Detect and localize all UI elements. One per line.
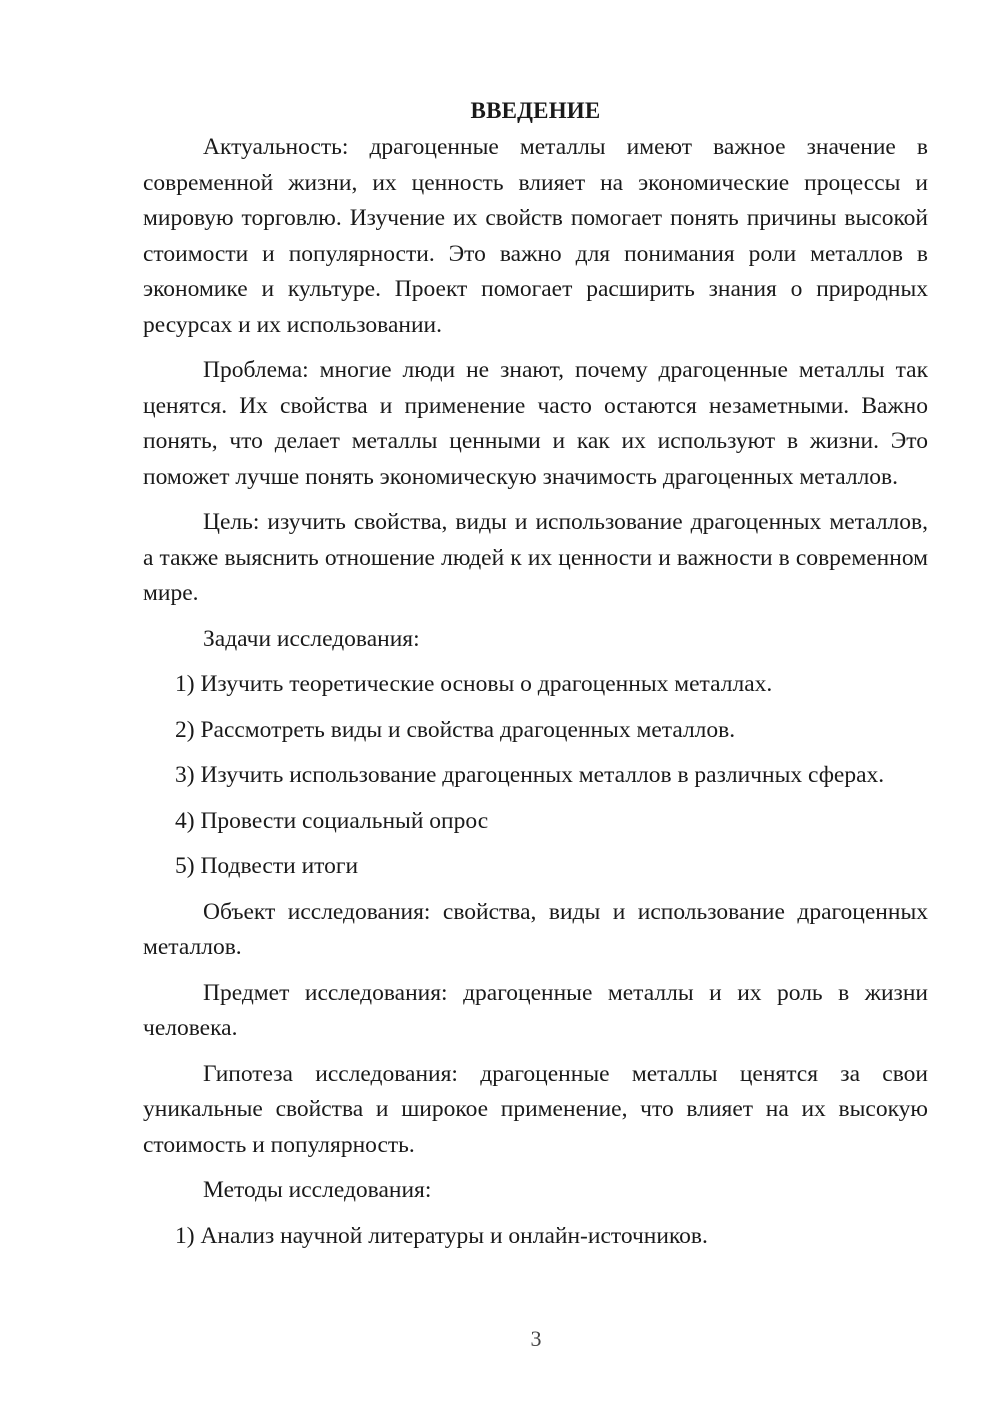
tasks-list xyxy=(143,667,928,885)
list-item: 5) Подвести итоги xyxy=(175,853,359,879)
list-item: 1) Анализ научной литературы и онлайн-источников. xyxy=(175,1222,708,1249)
page-title: ВВЕДЕНИЕ xyxy=(470,98,601,123)
page-content xyxy=(143,93,928,1254)
list-item: 3) Изучить использование драгоценных металлов в различных сферах. xyxy=(175,762,885,788)
paragraph-subject: Предмет исследования: драгоценные металлы и их роль в жизни человека. xyxy=(143,979,928,1041)
methods-list xyxy=(143,1219,928,1255)
list-item: 2) Рассмотреть виды и свойства драгоценных металлов. xyxy=(175,716,736,743)
list-item: 4) Провести социальный опрос xyxy=(175,807,489,834)
tasks-heading: Задачи исследования: xyxy=(203,625,420,652)
page-number: 3 xyxy=(530,1326,542,1351)
paragraph-object: Объект исследования: свойства, виды и использование драгоценных металлов. xyxy=(143,898,928,960)
paragraph-goal: Цель: изучить свойства, виды и использование драгоценных металлов, а также выяснить отношение людей к их ценности и важности в современном мире. xyxy=(143,509,928,606)
paragraph-relevance: Актуальность: драгоценные металлы имеют важное значение в современной жизни, их ценность влияет на экономические процессы и мировую торговлю. Изучение их свойств помогает понять причины высокой стоимости и популярности. Это важно для понимания роли металлов в экономике и культуре. Проект помогает расширить знания о природных ресурсах и их использовании. xyxy=(143,134,928,338)
list-item: 1) Изучить теоретические основы о драгоценных металлах. xyxy=(175,671,773,697)
paragraph-problem: Проблема: многие люди не знают, почему драгоценные металлы так ценятся. Их свойства и применение часто остаются незаметными. Важно понять, что делает металлы ценными и как их используют в жизни. Это поможет лучше понять экономическую значимость драгоценных металлов. xyxy=(143,357,928,490)
methods-heading: Методы исследования: xyxy=(203,1177,432,1203)
paragraph-hypothesis: Гипотеза исследования: драгоценные металлы ценятся за свои уникальные свойства и широкое применение, что влияет на их высокую стоимость и популярность. xyxy=(143,1060,928,1158)
